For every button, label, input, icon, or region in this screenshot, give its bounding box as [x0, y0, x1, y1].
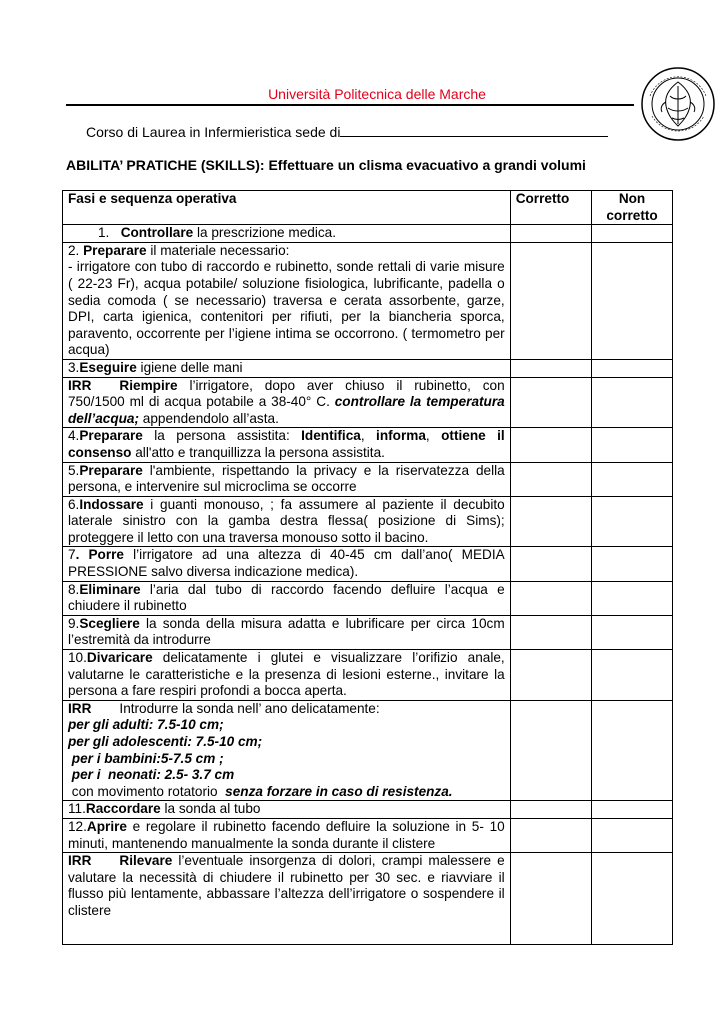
correct-check-cell[interactable] [510, 547, 591, 581]
correct-check-cell[interactable] [510, 428, 591, 462]
table-row [63, 615, 673, 649]
correct-check-cell[interactable] [510, 650, 591, 701]
incorrect-check-cell[interactable] [592, 225, 673, 243]
table-row [63, 547, 673, 581]
step-cell: IRR Rilevare l’eventuale insorgenza di dolori, crampi malessere e valutare la necessità di chiudere il rubinetto per 30 sec. e riavviare il flusso più lentamente, abbassare l’altezza dell’irrigatore o sospendere il clistere [63, 853, 511, 944]
correct-check-cell[interactable] [510, 225, 591, 243]
step-cell: IRR Introdurre la sonda nell’ ano delicatamente: per gli adulti: 7.5-10 cm; per gli adolescenti: 7.5-10 cm; per i bambini:5-7.5 cm ; per i neonati: 2.5- 3.7 cm con movimento rotatorio senza forzare in caso di resistenza. [63, 700, 511, 801]
skills-checklist-table [62, 190, 673, 945]
step-cell: 5.Preparare l'ambiente, rispettando la privacy e la riservatezza della persona, e intervenire sul microclima se occorre [63, 462, 511, 496]
incorrect-check-cell[interactable] [592, 581, 673, 615]
step-cell: 7. Porre l’irrigatore ad una altezza di 40-45 cm dall’ano( MEDIA PRESSIONE salvo diversa indicazione medica). [63, 547, 511, 581]
table-row [63, 818, 673, 852]
incorrect-check-cell[interactable] [592, 242, 673, 359]
correct-check-cell[interactable] [510, 377, 591, 428]
course-label: Corso di Laurea in Infermieristica sede di [86, 124, 341, 140]
step-cell: 8.Eliminare l’aria dal tubo di raccordo facendo defluire l’acqua e chiudere il rubinetto [63, 581, 511, 615]
table-row [63, 581, 673, 615]
table-row [63, 700, 673, 801]
step-cell: 12.Aprire e regolare il rubinetto facendo defluire la soluzione in 5- 10 minuti, mantenendo manualmente la sonda durante il clistere [63, 818, 511, 852]
correct-check-cell[interactable] [510, 581, 591, 615]
correct-check-cell[interactable] [510, 462, 591, 496]
incorrect-check-cell[interactable] [592, 377, 673, 428]
incorrect-check-cell[interactable] [592, 428, 673, 462]
table-row [63, 650, 673, 701]
step-cell: 4.Preparare la persona assistita: Identifica, informa, ottiene il consenso all'atto e tranquillizza la persona assistita. [63, 428, 511, 462]
correct-check-cell[interactable] [510, 700, 591, 801]
correct-check-cell[interactable] [510, 242, 591, 359]
university-seal-logo [640, 66, 716, 142]
step-cell: 11.Raccordare la sonda al tubo [63, 801, 511, 819]
incorrect-check-cell[interactable] [592, 700, 673, 801]
table-row [63, 359, 673, 377]
correct-check-cell[interactable] [510, 853, 591, 944]
step-cell: 1. Controllare la prescrizione medica. [63, 225, 511, 243]
header-incorrect: Non corretto [592, 191, 673, 225]
correct-check-cell[interactable] [510, 615, 591, 649]
incorrect-check-cell[interactable] [592, 462, 673, 496]
incorrect-check-cell[interactable] [592, 650, 673, 701]
header-divider [66, 104, 634, 106]
document-title: ABILITA’ PRATICHE (SKILLS): Effettuare un clisma evacuativo a grandi volumi [66, 157, 586, 173]
header-correct: Corretto [510, 191, 591, 225]
step-cell: 9.Scegliere la sonda della misura adatta e lubrificare per circa 10cm l’estremità da introdurre [63, 615, 511, 649]
table-row [63, 496, 673, 547]
table-row [63, 801, 673, 819]
university-name: Università Politecnica delle Marche [268, 86, 486, 102]
correct-check-cell[interactable] [510, 818, 591, 852]
incorrect-check-cell[interactable] [592, 818, 673, 852]
incorrect-check-cell[interactable] [592, 801, 673, 819]
correct-check-cell[interactable] [510, 801, 591, 819]
table-header-row [63, 191, 673, 225]
correct-check-cell[interactable] [510, 359, 591, 377]
course-line [86, 123, 608, 140]
incorrect-check-cell[interactable] [592, 615, 673, 649]
incorrect-check-cell[interactable] [592, 853, 673, 944]
table-row [63, 377, 673, 428]
table-row [63, 462, 673, 496]
incorrect-check-cell[interactable] [592, 359, 673, 377]
table-row [63, 428, 673, 462]
step-cell: 6.Indossare i guanti monouso, ; fa assumere al paziente il decubito laterale sinistro con la gamba destra flessa( posizione di Sims); proteggere il letto con una traversa monouso sotto il bacino. [63, 496, 511, 547]
header-phases: Fasi e sequenza operativa [63, 191, 511, 225]
incorrect-check-cell[interactable] [592, 547, 673, 581]
table-row [63, 853, 673, 944]
incorrect-check-cell[interactable] [592, 496, 673, 547]
table-row [63, 242, 673, 359]
step-cell: 10.Divaricare delicatamente i glutei e visualizzare l’orifizio anale, valutarne le caratteristiche e la presenza di lesioni esterne., invitare la persona a fare respiri profondi a bocca aperta. [63, 650, 511, 701]
step-cell: 2. Preparare il materiale necessario: - irrigatore con tubo di raccordo e rubinetto, sonde rettali di varie misure ( 22-23 Fr), acqua potabile/ soluzione fisiologica, lubrificante, padella o sedia comoda ( se necessario) traversa e cerata assorbente, garze, DPI, carta igienica, contenitori per rifiuti, per la biancheria sporca, paravento, occorrente per l’igiene intima se occorrono. ( termometro per acqua) [63, 242, 511, 359]
step-cell: 3.Eseguire igiene delle mani [63, 359, 511, 377]
correct-check-cell[interactable] [510, 496, 591, 547]
step-cell: IRR Riempire l’irrigatore, dopo aver chiuso il rubinetto, con 750/1500 ml di acqua potabile a 38-40° C. controllare la temperatura dell’acqua; appendendolo all’asta. [63, 377, 511, 428]
table-row [63, 225, 673, 243]
site-blank-field[interactable] [340, 123, 608, 137]
